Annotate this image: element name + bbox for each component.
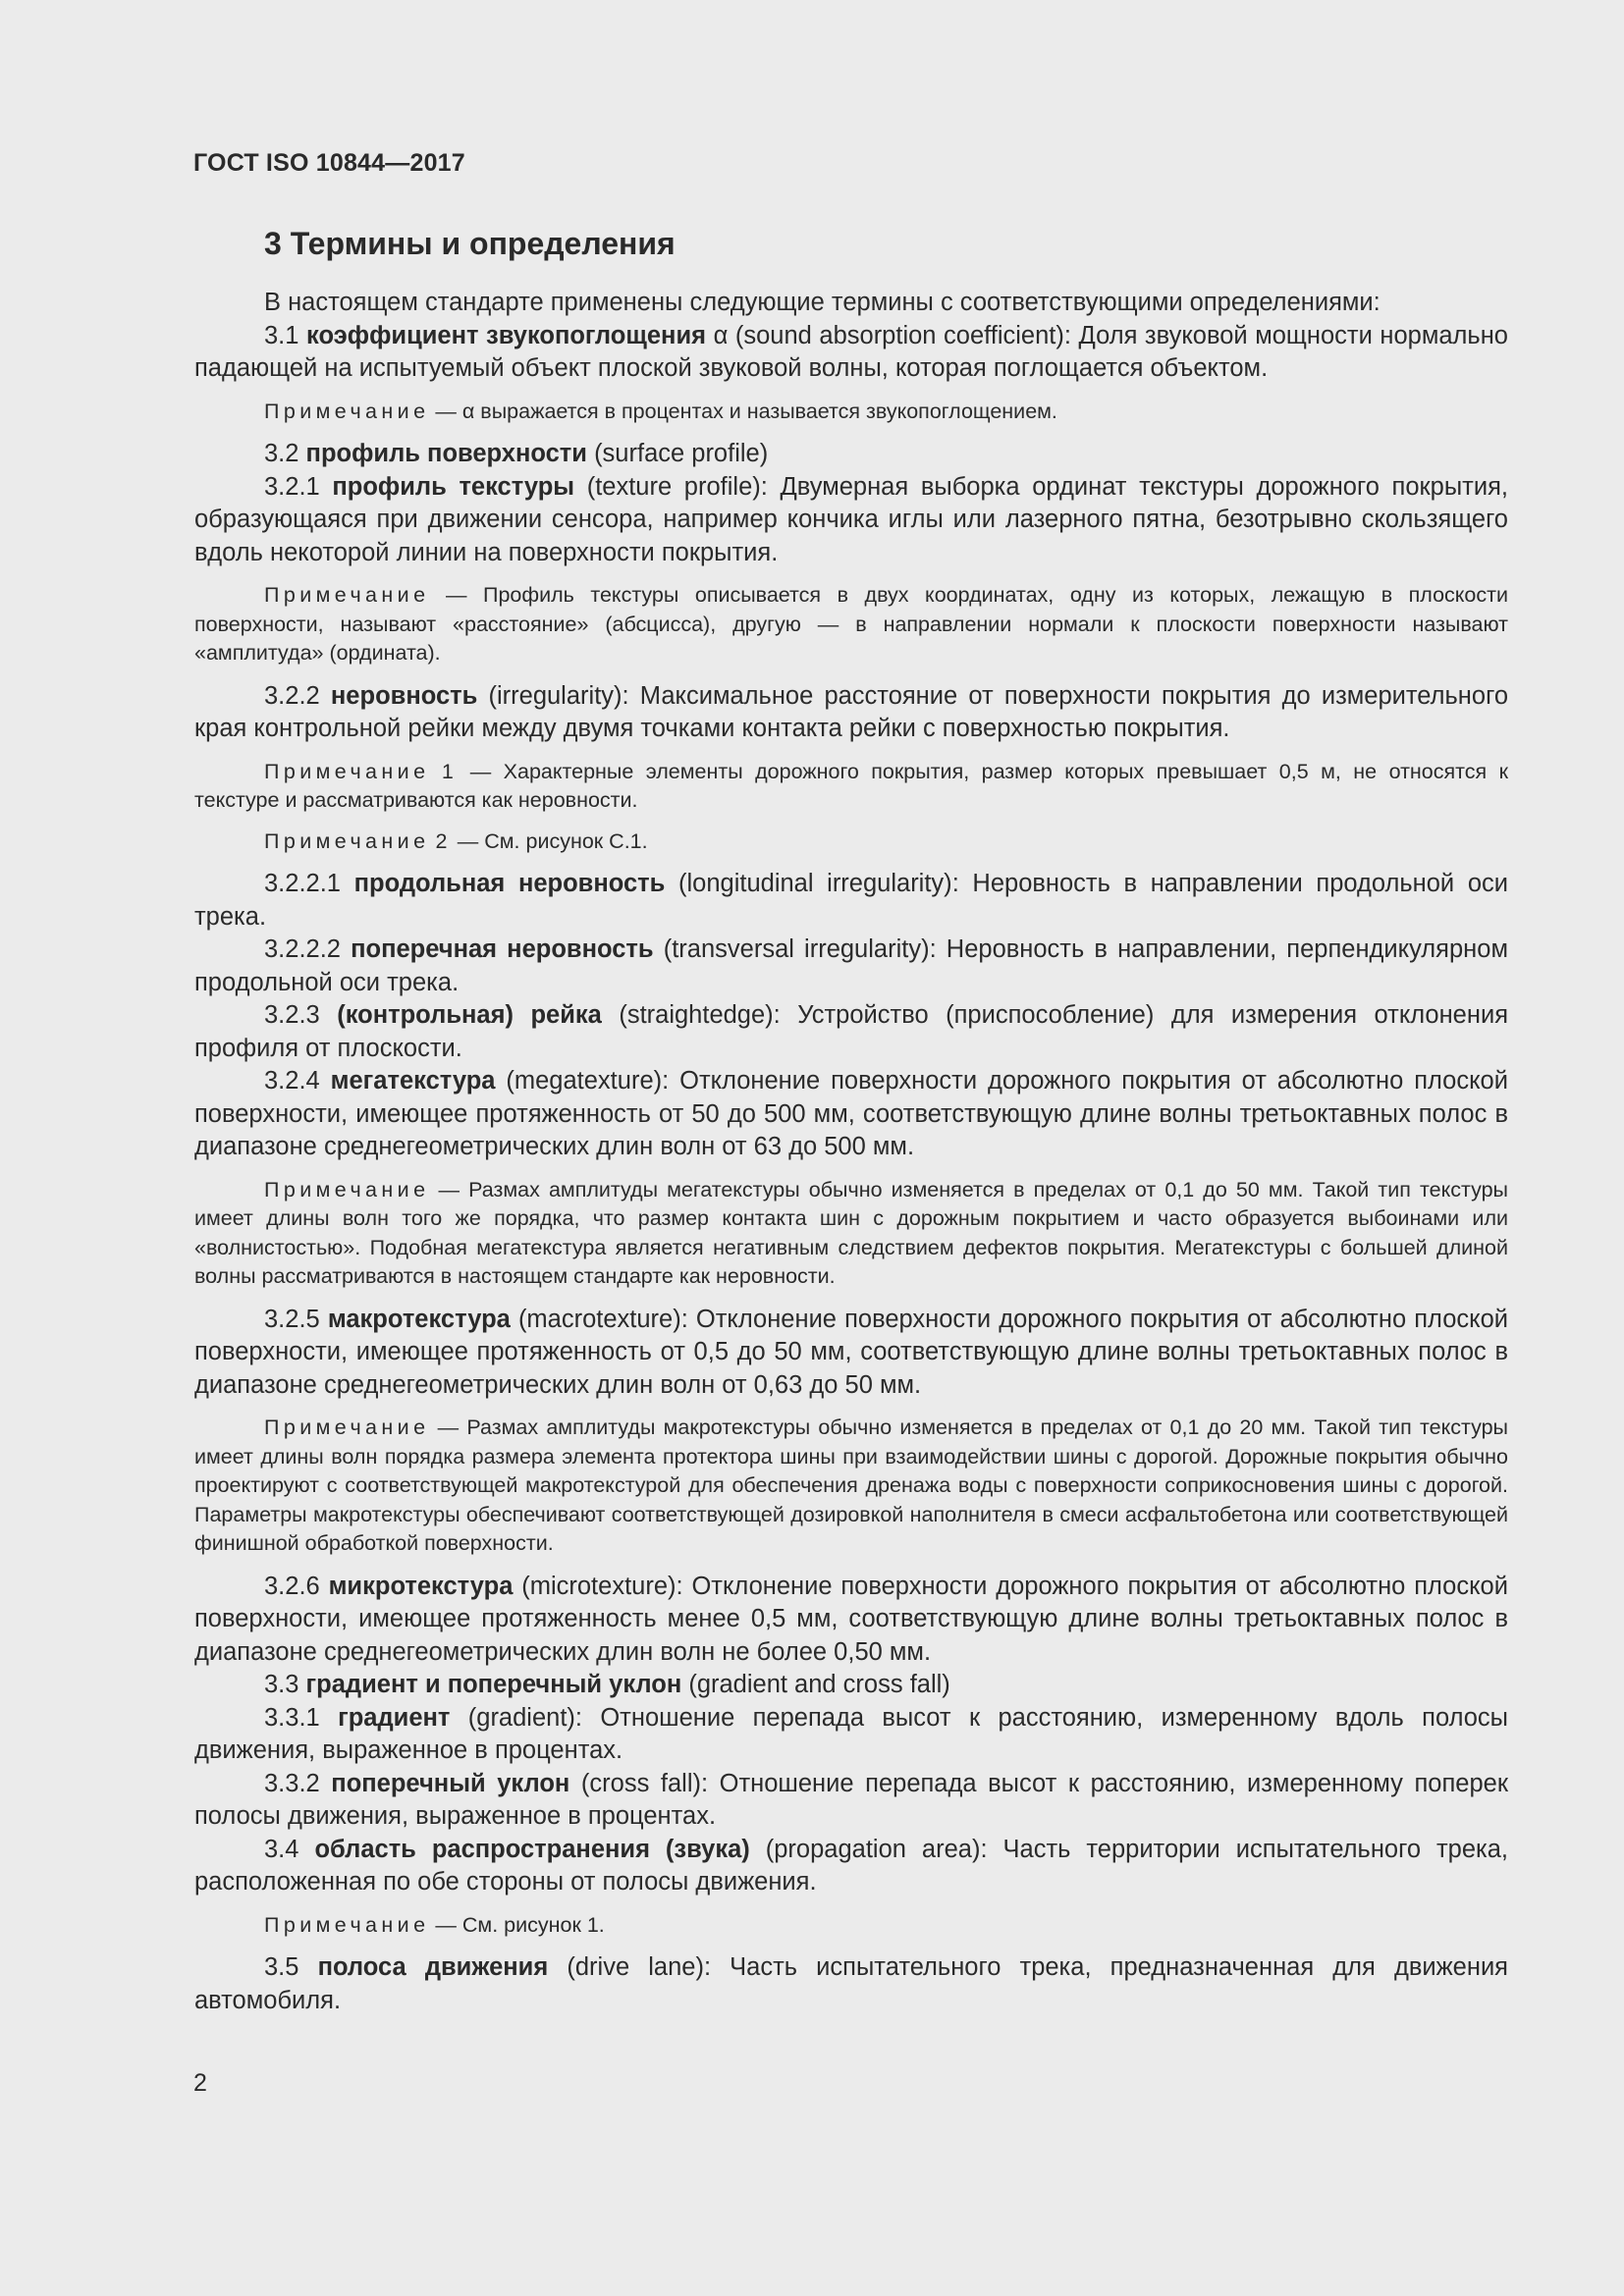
term-definition: : Неровность в направлении, перпендикулярном продольной оси трека. [194,935,1508,996]
term-name: профиль поверхности [305,440,587,467]
note-text: — Размах амплитуды мегатекстуры обычно изменяется в пределах от 0,1 до 50 мм. Такой тип текстуры имеет длины волн того же порядка, что размер контакта шин с дорожным покрытием и часто образуется выбоинами или «волнистостью». Подобная мегатекстура является негативным следствием дефектов покрытия. Мегатекстуры с большей длиной волны рассматриваются в настоящем стандарте как неровности. [194,1177,1508,1288]
term-definition: : Часть испытательного трека, предназначенная для движения автомобиля. [194,1953,1508,2014]
term-number: 3.3.1 [264,1703,320,1732]
note-label: Примечание [264,828,430,853]
term-definition: : Отклонение поверхности дорожного покрытия от абсолютно плоской поверхности, имеющее протяженность менее 0,5 мм, соответствующую длине волны третьоктавных полос в диапазоне среднегеометрических длин волн не более 0,50 мм. [194,1572,1508,1666]
note-label: Примечание [264,1415,430,1439]
term-3-3-2 [194,1768,1508,1834]
term-definition: : Отношение перепада высот к расстоянию, измеренному вдоль полосы движения, выраженное в процентах. [194,1703,1508,1764]
term-english: (microtexture) [521,1572,677,1600]
term-number: 3.1 [264,321,299,349]
term-english: (megatexture) [506,1067,663,1095]
term-english: (drive lane) [567,1953,704,1981]
term-number: 3.2.4 [264,1067,320,1095]
note-3-2-1 [194,581,1508,668]
note-text: — Профиль текстуры описывается в двух координатах, одну из которых, лежащую в плоскости поверхности, называют «расстояние» (абсцисса), другую — в направлении нормали к плоскости поверхности называют «амплитуда» (ордината). [194,583,1508,665]
page-number: 2 [193,2069,207,2097]
term-english: (gradient and cross fall) [688,1671,950,1698]
term-number: 3.2.1 [264,472,320,501]
note-text: — Характерные элементы дорожного покрытия, размер которых превышает 0,5 м, не относятся к текстуре и рассматриваются как неровности. [194,759,1508,812]
term-3-2-3 [194,999,1508,1065]
term-3-3 [194,1669,1508,1702]
section-title: 3 Термины и определения [264,226,676,261]
term-3-2-1 [194,471,1508,570]
term-name: градиент [338,1703,451,1732]
term-number: 3.2.2 [264,681,320,710]
term-english: (surface profile) [594,440,769,467]
term-3-2-2-2 [194,934,1508,999]
term-number: 3.3 [264,1671,299,1698]
term-3-2 [194,438,1508,471]
term-definition: : Часть территории испытательного трека, расположенная по обе стороны от полосы движения. [194,1835,1509,1896]
note-3-2-2-1 [194,758,1508,816]
term-number: 3.4 [264,1835,299,1863]
note-text: — α выражается в процентах и называется звукопоглощением. [429,399,1057,423]
term-english: (straightedge) [619,1001,774,1029]
intro-paragraph: В настоящем стандарте применены следующие термины с соответствующими определениями: [264,289,1380,316]
term-name: область распространения (звука) [314,1835,750,1863]
note-label: Примечание [264,1912,430,1937]
term-english: (sound absorption coefficient) [734,321,1064,349]
term-definition: : Двумерная выборка ординат текстуры дорожного покрытия, образующаяся при движении сенсора, например кончика иглы или лазерного пятна, безотрывно скользящего вдоль некоторой линии на поверхности покрытия. [194,472,1508,566]
term-name: профиль текстуры [332,472,575,501]
term-name: макротекстура [327,1305,511,1333]
note-3-2-5 [194,1414,1508,1559]
term-number: 3.3.2 [264,1769,320,1797]
note-label: Примечание [264,583,430,607]
term-name: градиент и поперечный уклон [305,1671,682,1698]
term-3-2-6 [194,1571,1508,1670]
term-english: (texture profile) [586,472,761,501]
term-number: 3.2.2.1 [264,870,341,897]
term-definition: : Устройство (приспособление) для измерения отклонения профиля от плоскости. [194,1001,1509,1062]
term-name: коэффициент звукопоглощения [306,321,706,349]
term-3-2-2-1 [194,868,1508,934]
note-3-1 [194,398,1508,427]
term-english: (longitudinal irregularity) [678,870,952,897]
term-3-4 [194,1834,1508,1899]
note-number: 1 [441,759,459,783]
term-name: поперечный уклон [331,1769,570,1797]
term-3-2-2 [194,680,1508,746]
term-number: 3.2.5 [264,1305,320,1333]
term-number: 3.2 [264,440,299,467]
term-name: продольная неровность [353,870,666,897]
term-definition: : Отклонение поверхности дорожного покрытия от абсолютно плоской поверхности, имеющее протяженность от 50 до 500 мм, соответствующую длине волны третьоктавных полос в диапазоне среднегеометрических длин волн от 63 до 500 мм. [194,1067,1508,1160]
term-english: (cross fall) [580,1769,701,1797]
note-number: 2 [435,828,452,853]
term-definition: : Отношение перепада высот к расстоянию, измеренному поперек полосы движения, выраженное в процентах. [194,1769,1508,1830]
note-text: — См. рисунок 1. [429,1912,605,1937]
note-text: — См. рисунок С.1. [451,828,648,853]
note-label: Примечание [264,759,430,783]
term-symbol: α [713,321,729,349]
term-english: (gradient) [467,1703,575,1732]
term-english: (propagation area) [765,1835,981,1863]
page-content [194,224,1508,2017]
term-name: мегатекстура [330,1067,496,1095]
term-3-2-4 [194,1065,1508,1164]
term-3-5 [194,1951,1508,2017]
term-number: 3.2.3 [264,1001,320,1029]
term-number: 3.2.2.2 [264,935,341,963]
term-3-1 [194,320,1508,386]
term-name: микротекстура [328,1572,514,1600]
term-english: (transversal irregularity) [663,935,930,963]
term-definition: : Неровность в направлении продольной оси трека. [194,870,1508,931]
standard-header: ГОСТ ISO 10844—2017 [193,149,465,177]
term-name: неровность [330,681,478,710]
note-label: Примечание [264,1177,430,1201]
term-name: (контрольная) рейка [337,1001,602,1029]
term-english: (macrotexture) [517,1305,681,1333]
note-3-4 [194,1911,1508,1941]
term-number: 3.2.6 [264,1572,320,1600]
term-number: 3.5 [264,1953,299,1981]
term-english: (irregularity) [488,681,623,710]
note-label: Примечание [264,399,430,423]
note-3-2-2-2 [194,828,1508,857]
note-text: — Размах амплитуды макротекстуры обычно изменяется в пределах от 0,1 до 20 мм. Такой тип текстуры имеет длины волн порядка размера элемента протектора шины при взаимодействии шины с дорогой. Дорожные покрытия обычно проектируют с соответствующей макротекстурой для обеспечения дренажа воды с поверхности соприкосновения шины с дорогой. Параметры макротекстуры обеспечивают соответствующей дозировкой наполнителя в смеси асфальтобетона или соответствующей финишной обработкой поверхности. [194,1415,1508,1555]
term-name: поперечная неровность [351,935,654,963]
term-3-2-5 [194,1304,1508,1403]
term-3-3-1 [194,1702,1508,1768]
term-definition: : Максимальное расстояние от поверхности покрытия до измерительного края контрольной рейки между двумя точками контакта рейки с поверхностью покрытия. [194,681,1508,742]
term-definition: : Отклонение поверхности дорожного покрытия от абсолютно плоской поверхности, имеющее протяженность от 0,5 до 50 мм, соответствующую длине волны третьоктавных полос в диапазоне среднегеометрических длин волн от 0,63 до 50 мм. [194,1305,1508,1399]
term-name: полоса движения [317,1953,549,1981]
term-definition: : Доля звуковой мощности нормально падающей на испытуемый объект плоской звуковой волны, которая поглощается объектом. [194,321,1508,382]
note-3-2-4 [194,1176,1508,1292]
